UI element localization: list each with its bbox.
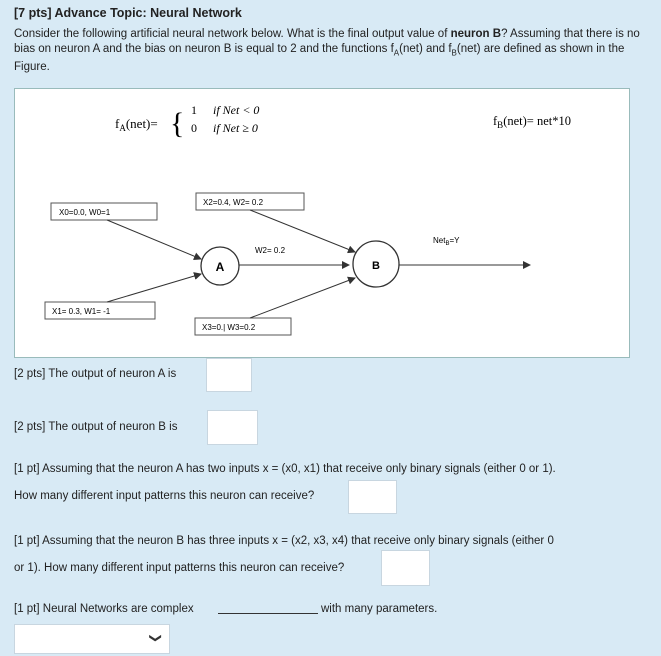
q5-answer-dropdown[interactable] (14, 624, 170, 654)
question-title: [7 pts] Advance Topic: Neural Network (14, 6, 242, 20)
q2-text: The output of neuron B is (48, 421, 178, 433)
q1-answer-input[interactable] (206, 358, 252, 392)
question-5 (14, 602, 194, 617)
q4-text: Assuming that the neuron B has three inputs x = (x2, x3, x4) that receive only binary signals (either 0 (42, 535, 554, 547)
q2-points: [2 pts] (14, 421, 46, 433)
fa-case1-value: 1 (191, 103, 197, 117)
question-intro (14, 27, 649, 75)
q3-points: [1 pt] (14, 463, 40, 475)
q3-text: Assuming that the neuron A has two inputs x = (x0, x1) that receive only binary signals (either 0 or 1). (42, 463, 556, 475)
q5-blank-line (218, 613, 318, 614)
intro-part-2: ? Assuming that there is no bias on neuron A and the bias on neuron B is equal to 2 and the functions f (14, 28, 640, 55)
intro-part-1: Consider the following artificial neural network below. What is the final output value of (14, 28, 451, 40)
fa-case2-value: 0 (191, 121, 197, 135)
input-x1-label: X1= 0.3, W1= -1 (52, 307, 111, 316)
question-3-line2: How many different input patterns this neuron can receive? (14, 490, 315, 502)
q1-text: The output of neuron A is (48, 368, 177, 380)
question-3 (14, 462, 654, 477)
input-x2-label: X2=0.4, W2= 0.2 (203, 198, 264, 207)
neuron-a-label: A (215, 260, 225, 274)
intro-neuron-b: neuron B (450, 28, 502, 40)
intro-part-4: (net) are defined as shown in the Figure. (14, 43, 625, 74)
edge-x1-a (107, 274, 201, 302)
input-x3-label: X3=0.| W3=0.2 (202, 323, 256, 332)
edge-x0-a (107, 220, 201, 259)
output-label: Net$_B$=Y (433, 236, 460, 247)
fa-case2-cond: if Net ≥ 0 (213, 121, 258, 135)
edge-w2-label: W2= 0.2 (255, 246, 286, 255)
intro-part-3: (net) and f (399, 43, 452, 55)
question-1 (14, 367, 176, 382)
network-diagram (15, 89, 629, 357)
input-x0-label: X0=0.0, W0=1 (59, 208, 111, 217)
q1-points: [2 pts] (14, 368, 46, 380)
fa-brace: { (170, 107, 185, 140)
q2-answer-input[interactable] (207, 410, 258, 445)
fa-case1-cond: if Net < 0 (213, 103, 260, 117)
chevron-down-icon: ❯ (148, 632, 163, 644)
q5-text: Neural Networks are complex (42, 603, 194, 615)
q5-points: [1 pt] (14, 603, 40, 615)
intro-sub-a: A (393, 48, 400, 58)
q3-answer-input[interactable] (348, 480, 397, 514)
question-4-line2: or 1). How many different input patterns this neuron can receive? (14, 562, 345, 574)
fb-label: $f_B(net)= net*10$ (493, 114, 571, 130)
question-5-after: with many parameters. (321, 603, 438, 615)
fa-label: $f_A(net)=$ (115, 116, 158, 133)
question-2 (14, 420, 177, 435)
network-figure (14, 88, 630, 358)
intro-sub-b: B (451, 48, 457, 58)
q4-answer-input[interactable] (381, 550, 430, 586)
question-4 (14, 534, 654, 549)
q4-points: [1 pt] (14, 535, 40, 547)
edge-x3-b (250, 278, 355, 318)
neuron-b-label: B (372, 260, 380, 272)
